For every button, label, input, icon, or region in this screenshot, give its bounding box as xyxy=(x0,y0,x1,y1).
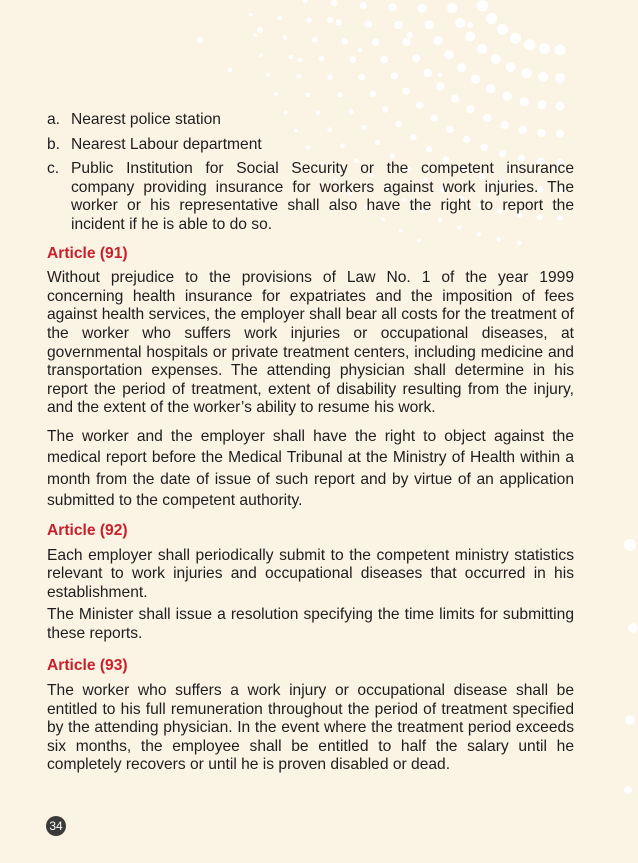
reporting-list xyxy=(47,111,574,235)
page-content xyxy=(47,111,574,783)
list-item xyxy=(47,111,574,130)
article-93-heading: Article (93) xyxy=(47,657,128,675)
list-item-text: Nearest police station xyxy=(71,111,221,128)
list-item xyxy=(47,160,574,234)
article-92-paragraph-2: The Minister shall issue a resolution specifying the time limits for submitting these reports. xyxy=(47,606,574,642)
list-marker: b. xyxy=(47,135,61,153)
article-92-paragraph-1: Each employer shall periodically submit to the competent ministry statistics relevant to work injuries and occupational diseases that occurred in his establishment. xyxy=(47,546,574,601)
article-91-paragraph-2: The worker and the employer shall have the right to object against the medical report before the Medical Tribunal at the Ministry of Health within a month from the date of issue of such report and by virtue of an application submitted to the competent authority. xyxy=(47,427,574,510)
page-number-badge: 34 xyxy=(46,816,66,836)
list-item-text: Nearest Labour department xyxy=(71,135,262,153)
list-item-text: Public Institution for Social Security or the competent insurance company providing insurance for workers against work injuries. The worker or his representative shall also have the right to report the incident if he is able to do so. xyxy=(71,160,574,233)
article-93-paragraph-1: The worker who suffers a work injury or occupational disease shall be entitled to his full remuneration throughout the period of treatment specified by the attending physician. In the event where the treatment period exceeds six months, the employee shall be entitled to half the salary until he completely recovers or until he is proven disabled or dead. xyxy=(47,682,574,774)
article-92-heading: Article (92) xyxy=(47,521,128,539)
list-marker: c. xyxy=(47,160,60,178)
article-91-heading: Article (91) xyxy=(47,244,128,262)
article-91-paragraph-1: Without prejudice to the provisions of Law No. 1 of the year 1999 concerning health insurance for expatriates and the imposition of fees against health services, the employer shall bear all costs for the treatment of the worker who suffers work injuries or occupational diseases, at governmental hospitals or private treatment centers, including medicine and transportation expenses. The attending physician shall determine in his report the period of treatment, extent of disability resulting from the injury, and the extent of the worker’s ability to resume his work. xyxy=(47,269,574,417)
list-item xyxy=(47,136,574,155)
list-marker: a. xyxy=(47,111,61,128)
